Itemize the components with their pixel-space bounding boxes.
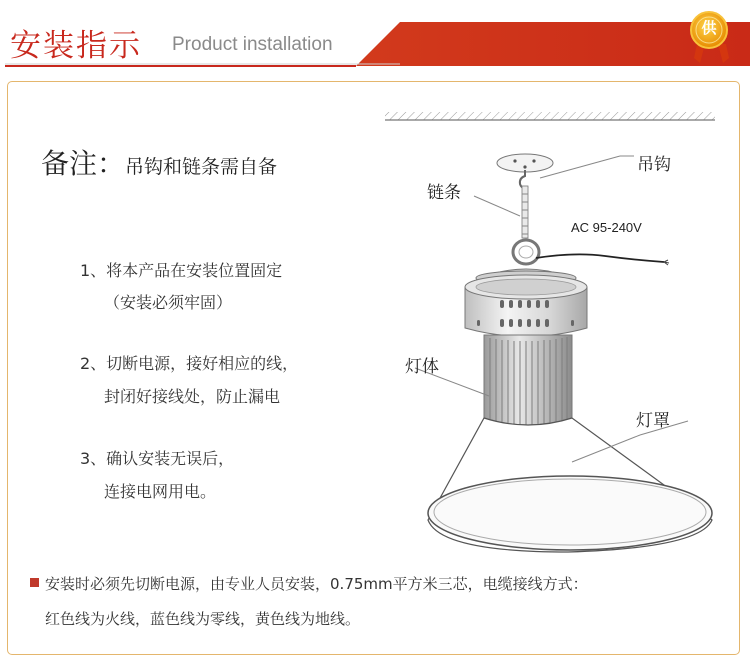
badge-label: 供 <box>701 19 717 37</box>
header-banner <box>0 0 750 70</box>
page-title: 安装指示 <box>10 28 142 64</box>
bullet-icon <box>30 578 39 587</box>
driver-housing <box>465 275 587 337</box>
ceiling-plate <box>497 154 553 172</box>
chain <box>522 186 528 238</box>
label-hook: 吊钩 <box>637 155 671 175</box>
note-prefix: 备注： <box>41 147 126 180</box>
label-body: 灯体 <box>405 357 439 377</box>
step-1-line-2: （安装必须牢固） <box>104 293 233 312</box>
step-2-line-1: 2、切断电源，接好相应的线， <box>80 354 299 373</box>
step-3-line-1: 3、确认安装无误后， <box>80 449 235 468</box>
heat-sink <box>484 335 572 426</box>
lamp-diagram <box>350 100 730 560</box>
label-shade: 灯罩 <box>636 411 670 431</box>
power-cable <box>536 254 664 262</box>
step-3-line-2: 连接电网用电。 <box>104 482 217 501</box>
ceiling <box>385 112 715 120</box>
step-1-line-1: 1、将本产品在安装位置固定 <box>80 261 283 280</box>
note <box>41 142 277 182</box>
label-voltage: AC 95-240V <box>571 220 642 235</box>
note-text: 吊钩和链条需自备 <box>125 156 278 178</box>
hook-shape <box>520 170 528 188</box>
reflector-shade <box>428 418 712 552</box>
bottom-note-line-1: 安装时必须先切断电源，由专业人员安装，0.75mm平方米三芯，电缆接线方式： <box>45 575 588 593</box>
step-2-line-2: 封闭好接线处，防止漏电 <box>104 387 281 406</box>
bottom-note-line-2: 红色线为火线，蓝色线为零线，黄色线为地线。 <box>45 610 361 628</box>
label-chain: 链条 <box>427 183 461 203</box>
page-subtitle: Product installation <box>172 34 333 55</box>
